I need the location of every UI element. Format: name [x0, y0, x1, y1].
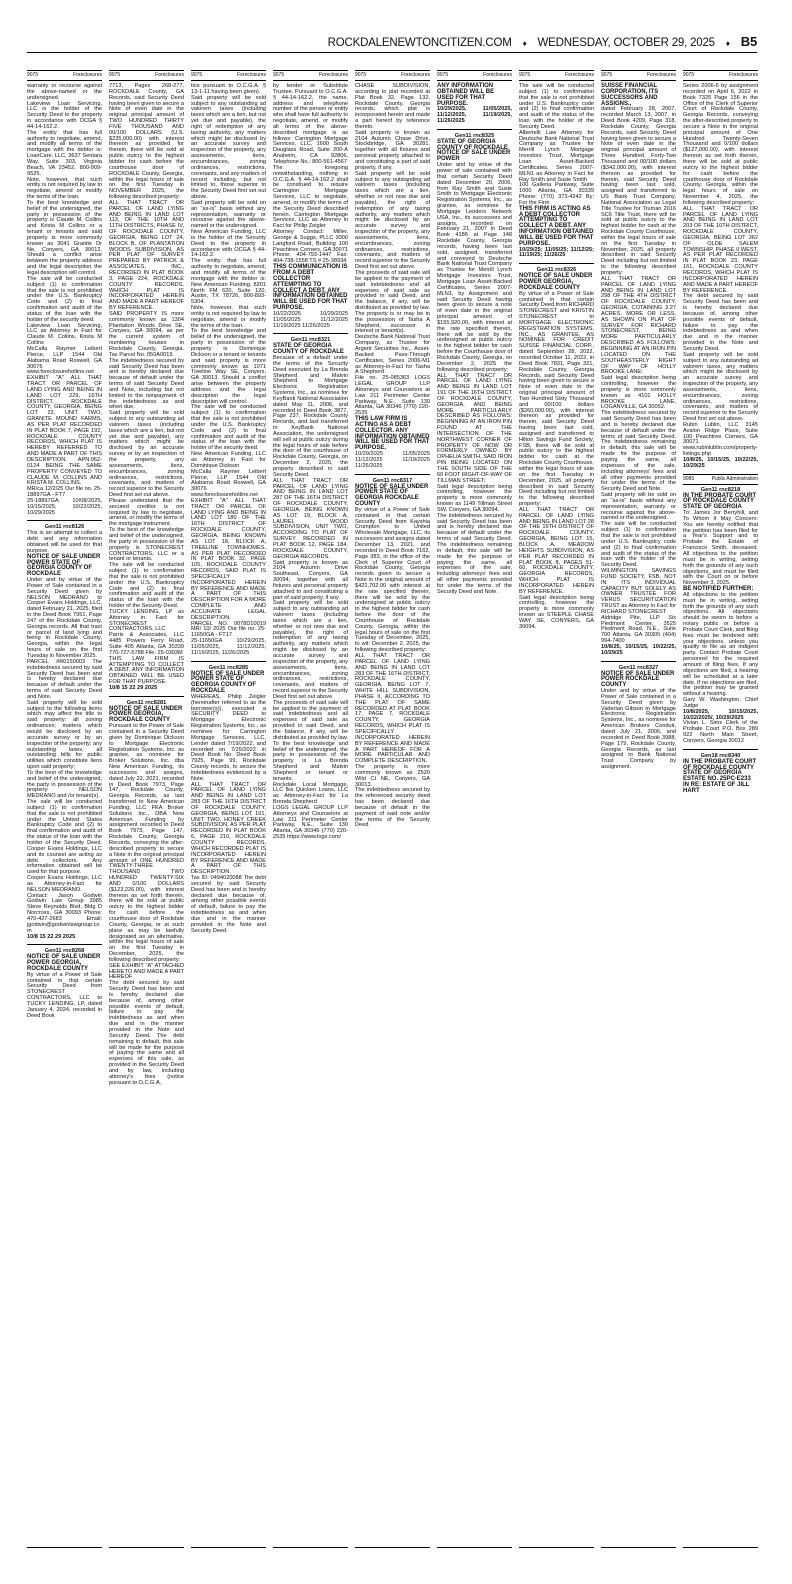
notice-column	[27, 70, 102, 1548]
notice-paragraph: Lakeview Loan Servicing, LLC as Attorney in Fact for Claude M. Collins, Krista M Collins	[27, 322, 102, 347]
notice-paragraph: 25-11650GA 10/29/2025, 11/05/2025, 11/12/2025, 11/19/2025, 11/26/2025	[191, 638, 266, 656]
notice-paragraph: Said property will be sold subject to any outstanding ad valorem taxes (including taxes which are a lien, whether or not now due and payable), the right of redemption of any taxing authority, any matters which might be disclosed by an accurate survey and inspection of the property, any assessments, liens, encumbrances, zoning ordinances, restrictions, covenants, and matters of record superior to the Security Deed first set out above.	[355, 170, 430, 271]
notice-divider	[191, 661, 266, 662]
notice-code: Gen11 rnc8218	[700, 486, 741, 493]
publication-dates: 10/8 15 22 29 2025	[109, 684, 158, 691]
notice-paragraph: Vivian L. Sims Clerk of the Probate Court P.O. Box 289 922 North Main Street, Conyers, Georgia 30012	[683, 720, 758, 744]
notice-column	[355, 70, 430, 1548]
notice-heading: NOTICE OF SALE UNDER POWER GEORGIA, ROCKDALE COUNTY	[519, 273, 593, 291]
notice-paragraph: Gary W. Washington, Chief Judge	[683, 697, 758, 709]
notice-paragraph: EXHIBIT "A" ALL THAT TRACT OR PARCEL OF LAND LYING AND BEING IN LAND LOT 180 OF THE 16TH DISTRICT OF ROCKDALE COUNTY, GEORGIA, BEING KNOWN AS LOT 18, BLOCK A, TREELINE TOWNHOMES, AS PER PLAT RECORDED IN PLAT BOOK 32, PAGE 105, ROCKDALE COUNTY RECORDS, SAID PLAT IS SPECIFICALLY INCORPORATED HEREIN BY REFERENCE AND MADE A PART OF THIS DESCRIPTION FOR A MORE COMPLETE AND ACCURATE LEGAL DESCRIPTION.	[191, 497, 266, 621]
notice-paragraph: The debt secured by said Security Deed has been and is hereby declared due because of, among other possible events of default, failure to pay the indebtedness as and when due and in the manner provided in the Note and Security Deed. The debt remaining in default, this sale will be made for the purpose of paying the same and all expenses of this sale, as provided in the Security Deed and by law, including attorney's fees (notice pursuant to O.C.G.A.	[109, 980, 184, 1086]
publication-dates: 10/8/25, 10/15/25, 10/22/25, 10/29/25	[601, 644, 676, 656]
notice-column	[519, 70, 594, 1548]
notice-paragraph: ALL THAT TRACT OR PARCEL OF LAND LYING AND BEING IN LAND LOT 203 OF THE 10TH DISTRICT, ROCKDALE COUNTY, GEORGIA, BEING LOT 362 OF OLDE SALEM TOWNSHIP, PHASE II WEST, AS PER PLAT RECORDED IN PLAT BOOK 23, PAGE 161, ROCKDALE COUNTY RECORDS, WHICH PLAT IS INCORPORATED HEREIN AND MADE A PART HEREOF BY REFERENCE.	[683, 205, 758, 294]
classified-label: Foreclosures	[155, 72, 184, 78]
notice-column	[683, 70, 758, 1548]
notice-paragraph: PARCEL #R0150003 The indebtedness secured by said Security Deed has been and is hereby declared due because of default under the terms of said Security Deed and Note.	[27, 658, 102, 700]
notice-paragraph: The sale will be conducted subject (1) to confirmation that the sale is not prohibited under the United States Bankruptcy Code and (2) to final confirmation and audit of the status of the loan with the holder of the Security Deed. Cooper Evans Holdings, LLC and its counsel are acting as debt collectors. Any information obtained will be used for that purpose.	[27, 799, 102, 876]
notice-paragraph: Rubin Lublin, LLC 3145 Avalon Ridge Place, Suite 100 Peachtree Corners, GA 30071 www.rubinlublin.com/property-listings.php	[683, 421, 758, 458]
notice-paragraph: Note, however, that such entity is not required by law to negotiate, amend or modify the terms of the loan.	[27, 176, 102, 201]
notice-paragraph: Said legal description being controlling, however the property is more commonly known as 4101 HOLLY BROOKE LANE, LOGANVILLE, GA 30052.	[601, 375, 676, 411]
page-number: B5	[740, 34, 757, 49]
notice-paragraph: The entity that has full authority to negotiate, amend, and modify all terms of the mortgage with the debtor is: LoanCare, LLC, 3637 Sentara Way, Suite 303, Virginia Beach, VA 23452, 800-909-9525.	[27, 129, 102, 177]
notice-divider	[273, 333, 348, 334]
notice-code: Gen11 rnc8325	[454, 132, 495, 139]
notice-code: Gen11 rnc8326	[536, 267, 577, 274]
publication-dates: 10/8/2025, 10/15/2025, 10/22/2025/, 10/29/2025	[683, 708, 758, 721]
notice-paragraph: File no. 25-085363 LOGS LEGAL GROUP LLP Attorneys and Counselors at Law 211 Perimeter Center Parkway, N.E., Suite 130 Atlanta, GA 30346 (770) 220-2535	[355, 375, 430, 417]
notice-paragraph: Said legal description being controlling, however the property is more commonly known as 1149 Tillman Street SW, Conyers, GA 30094.	[437, 483, 512, 513]
notice-paragraph: SEE EXHIBIT "A" ATTACHED HERETO AND MADE A PART HEREOF	[109, 962, 184, 981]
notice-paragraph: All objections to the petition must be in writing, setting forth the grounds of any such objections. All objections should be sworn to before a notary public or before a Probate Court Clerk, and filing fees must be tendered with your objections, unless you qualify to file as an indigent party. Contact Probate Court personnel for the required amount of filing fees. If any objections are filed, a hearing will be scheduled at a later date. If no objections are filed, the petition may be granted without a hearing.	[683, 591, 758, 698]
notice-heading: NOTICE OF SALE UNDER POWER ROCKDALE COUNTY	[601, 670, 675, 689]
notice-heading: STATE OF GEORGIA COUNTY OF ROCKDALE NOTICE OF SALE UNDER POWER	[437, 138, 511, 163]
classified-label: Foreclosures	[73, 72, 102, 78]
notice-paragraph: The foregoing notwithstanding, nothing in O.C.G.A. § 44-14-162.2 shall be construed to require Carrington Mortgage Services, LLC to negotiate, amend, or modify the terms of the Security Deed described herein. Carrington Mortgage Services, LLC as Attorney in Fact for Philip Zeigler	[273, 164, 348, 230]
notice-heading: IN THE PROBATE COURT OF ROCKDALE COUNTY STATE OF GEORGIA ESTATE NO. 25PC-E233 IN RE: ESTATE OF JILL HART	[683, 758, 757, 794]
notice-paragraph: The proceeds of said sale will be applied to the payment of said indebtedness and all expenses of said sale as provided in said Deed, and the balance, if any, will be distributed as provided by law.	[355, 270, 430, 312]
notice-paragraph: This is an attempt to collect a debt and any information obtained will be used for that purpose.	[27, 530, 102, 554]
notice-paragraph: Said legal description being controlling, however the property is more commonly known as STEEPLE CHASE WAY SE, CONYERS, GA 30094.	[519, 594, 594, 630]
site-name: ROCKDALENEWTONCITIZEN.COM	[327, 37, 512, 49]
notice-paragraph: Said property will be sold subject to any outstanding ad valorem taxes (including taxes which are a lien, but not yet due and payable), any matters which might be disclosed by an accurate survey or by an inspection of the property, any assessments, liens, encumbrances, zoning ordinances, restrictions, covenants, and matters of record superior to the Security Deed first set out above.	[109, 410, 184, 499]
publication-dates: 10/8/25, 10/15/25, 10/22/25, 10/29/25	[683, 457, 758, 469]
notice-code: Gen11 rnc8126	[44, 524, 85, 531]
notice-divider	[519, 263, 594, 264]
publication-dates: 10/29/25; 11/05/25; 11/12/25; 11/19/25; 11/26/25	[519, 246, 594, 259]
diamond-icon: ♦	[725, 39, 730, 48]
classified-code: 9075	[273, 72, 285, 78]
notice-heading: STATE OF GEORGIA COUNTY OF ROCKDALE	[273, 343, 344, 356]
notice-paragraph: The sale will be conducted subject (1) to confirmation that the sale is not prohibited under the U.S. Bankruptcy Code and (2) to final confirmation and audit of the status of the loan with the holder of the security deed.	[191, 404, 266, 452]
notice-paragraph: Said property will be sold subject to any outstanding ad valorem taxes (including taxes which are a lien, whether or not now due and payable), the right of redemption of any taxing authority, any matters which might be disclosed by an accurate survey and inspection of the property, any assessments, liens, encumbrances, zoning ordinances, restrictions, covenants, and matters of record superior to the Security Deed first set out above.	[273, 600, 348, 700]
notice-paragraph: 25-18897GA 10/08/2025, 10/15/2025, 10/22/2025, 10/29/2025	[27, 497, 102, 516]
notice-paragraph: The sale will be conducted subject (1) to confirmation that the sale is not prohibited under the U.S. Bankruptcy Code and (2) to final confirmation and audit of the status of the loan with the holder of the Security Deed.	[109, 562, 184, 610]
notice-paragraph: Said property will be sold subject to any outstanding ad valorem taxes (including taxes which are a lien, but not yet due and payable), the right of redemption of any taxing authority, any matters which might be disclosed by an accurate survey and inspection of the property, any assessments, liens, encumbrances, zoning ordinances, restrictions, covenants, and any matters of record including, but not limited to, those superior to the Security Deed first set out above.	[191, 94, 266, 201]
notice-paragraph: The indebtedness secured by the referenced security deed has been declared due because of default in the payment of said note and/or the terms of the Security Deed.	[355, 787, 430, 829]
classified-code: 9075	[355, 72, 367, 78]
notice-paragraph: Lakeview Loan Servicing, LLC is the holder of the Security Deed to the property in accordance with OCGA § 44-14-162.2.	[27, 100, 102, 130]
notice-code: Gen11 rnc8268	[44, 948, 85, 955]
notice-paragraph: WILMINGTON SAVINGS FUND SOCIETY, FSB, NOT IN ITS INDIVIDUAL CAPACITY BUT SOLELY AS OWNER TRUSTEE FOR VERUS SECURITIZATION TRUST as Attorney in Fact for RICHARD STONECREST	[601, 568, 676, 615]
notice-paragraph: The indebtedness secured by said Security Deed has been and is hereby declared due because of default under the terms of said Security Deed. The indebtedness remaining in default, this sale will be made for the purpose of paying the same, all expenses of the sale, including attorneys' fees and all other payments provided for under the terms of the Security Deed and Note.	[601, 410, 676, 493]
notice-code: Gen11 rnc8317	[372, 477, 413, 484]
column-header	[437, 70, 512, 81]
notice-paragraph: Pursuant to the Power of Sale contained in a Security Deed given by Dominique Dickson to Mortgage Electronic Registration Systems, Inc. as grantee, as nominee for Broker Solutions, Inc. dba New American Funding, its successors and assigns, dated July 22, 2021, recorded in Deed Book 7973, Page 147, Rockdale County, Georgia Records, as last transferred to New American Funding, LLC FKA Broker Solutions Inc., DBA New American Funding by assignment recorded in Deed Book 7973, Page 147, Rockdale County, Georgia Records, conveying the after-described property to secure a Note in the original principal amount of ONE HUNDRED TWENTY-THREE THOUSAND TWO HUNDRED TWENTY-SIX AND 0/100 DOLLARS ($123,226.00), with interest thereon as set forth therein, there will be sold at public outcry to the highest bidder for cash before the courthouse door of Rockdale County, Georgia, or at such place as may be lawfully designated as an alternative, within the legal hours of sale on the first Tuesday in December, 2025, the following described property:	[109, 723, 184, 963]
notice-heading: IN THE PROBATE COURT OF ROCKDALE COUNTY STATE OF GEORGIA	[683, 492, 757, 511]
notice-paragraph: Under and by virtue of the Power of Sale contained in a Security Deed given by NELSON MEDRANO to Cooper Evans Holdings, LLC, dated February 21, 2025, filed in the Deed Book 7951, Page 247 of the Rockdale County, Georgia records. All that tract or parcel of land lying and being in Rockdale County, Georgia, within the legal hours of sale on the first Tuesday in November 2025.	[27, 577, 102, 659]
publication-dates: 10/29/2025, 11/05/2025, 11/12/2025, 11/19/2025, 11/26/2025	[437, 106, 512, 125]
notice-column	[191, 70, 266, 1548]
notice-divider	[355, 474, 430, 475]
notice-paragraph: EXHIBIT "A" ALL THAT TRACT OR PARCEL OF LAND LYING AND BEING IN LAND LOT 229, 16TH DISTRICT, ROCKDALE COUNTY, GEORGIA, BEING LOT 22, UNIT TWO, GRANITE MOUND FARMS, AS PER PLAT RECORDED IN PLAT BOOK 7, PAGE 192, ROCKDALE COUNTY RECORDS, WHICH PLAT IS HEREBY REFERRED TO AND MADE A PART OF THIS DESCRIPTION. APN:062-0124 BEING THE SAME PROPERTY CONVEYED TO CLAUDE M. COLLINS AND KRISTA M. COLLINS.	[27, 375, 102, 487]
notice-paragraph: Under and by virtue of the power of sale contained with that certain Security Deed dated December 20, 2006, from Ray Smith and Susie Smith to Mortgage Electronic Registration Systems, Inc., as grantee, as nominee for Mortgage Lenders Network USA, Inc., its successors and assigns, recorded on February 21, 2007 in Deed Book 4186 at Page 148 Rockdale County, Georgia records, having been last sold, assigned, transferred and conveyed to Deutsche Bank National Trust Company as Trustee for Merrill Lynch Mortgage Investors Trust, Mortgage Loan Asset-Backed Certificates, Series 2007-MLN1, by Assignment and said Security Deed having been given to secure a note of even date in the original principal amount of $155,920.00, with interest at the rate specified therein, there will be sold by the undersigned at public outcry to the highest bidder for cash before the Courthouse door of Rockdale County, Georgia, on December 2, 2025 the following described property:	[437, 162, 512, 373]
notice-column	[109, 70, 184, 1548]
notice-paragraph: The indebtedness secured by said Security Deed has been and is hereby declared due because of default under the terms of said Security Deed. The indebtedness remaining in default, this sale will be made for the purpose of paying the same, all expenses of the sale, including attorneys' fees and all other payments provided for under the terms of the Security Deed and Note.	[437, 512, 512, 595]
notice-paragraph: To the best knowledge and belief of the undersigned, the party in possession of the property is Dominique Dickson or a tenant or tenants and said property is more commonly known as 1071 Treeline Way SE, Conyers, GA 30013. Should a conflict arise between the property address and the legal description the legal description will control.	[191, 328, 266, 405]
notice-paragraph: Aldridge Pite, LLP Six Piedmont Center, 3525 Piedmont Road, N.E., Suite 700 Atlanta, GA 30305 (404) 994-7400	[601, 614, 676, 645]
column-header	[601, 70, 676, 81]
notice-paragraph: Series 2006-6 by assignment recorded on April 6, 2022 in Book 7325 Page 156 in the Office of the Clerk of Superior Court of Rockdale County, Georgia Records, conveying the after-described property to secure a Note in the original principal amount of One Hundred Twenty-Seven Thousand and 0/100 dollars ($127,000.00), with interest thereon as set forth therein, there will be sold at public outcry to the highest bidder for cash before the courthouse door of Rockdale County, Georgia, within the legal hours of sale on November 4, 2025, the following described property:	[683, 83, 758, 206]
notice-paragraph: To the best knowledge and belief of the undersigned, the party in possession of the property is Claude M. Collins and Krista M Collins or a tenant or tenants and said property is more commonly known as 3041 Granite Dr Ne, Conyers, GA 30012. Should a conflict arise between the property address and the legal description the legal description will control.	[27, 199, 102, 276]
notice-divider	[109, 696, 184, 697]
notice-paragraph: Albertelli Law Attorney for Deutsche Bank National Trust Company as Trustee for Merrill Lynch Mortgage Investors Trust, Mortgage Loan Asset-Backed Certificates, Series 2007-MLN1 as Attorney in Fact for Ray Smith and Susie Smith	[519, 129, 594, 183]
classified-code: 9075	[519, 72, 531, 78]
notice-paragraph: By virtue of a Power of Sale contained in that certain Security Deed from Kayshia Crumpton to United Wholesale Mortgage, LLC, its successors and assigns dated December 13, 2021, and recorded in Deed Book 7162, Page 383, in the office of the Clerk of Superior Court of Rockdale County, Georgia records given to secure a Note in the original amount of $422,702.00 with interest at the rate specified therein, there will be sold by the undersigned at public outcry to the highest bidder for cash before the door of the Courthouse of Rockdale County, Georgia, within the legal hours of sale on the first Tuesday of December, 2025, to wit: December 2, 2025, the following described property:	[355, 506, 430, 654]
classified-code: 9075	[437, 72, 449, 78]
notice-paragraph: 10/22/2025 10/29/2025 11/05/2025 11/12/2025 11/19/2025 11/26/2025	[273, 310, 348, 329]
notice-paragraph: Attorney Contact: Miller, George & Suggs, PLLC 3000 Langford Road, Building 100 Peachtree Corners, GA 30071 Phone: 404-793-1447 Fax: 404-738-1558 TS # 25-38934	[273, 229, 348, 265]
notice-paragraph: ALL THAT TRACT OR PARCEL OF LAND LYING AND BEING IN LAND LOT 283 OF THE 16TH DISTRICT, ROCKDALE COUNTY, GEORGIA, BEING LOT 7, WHITE HILL SUBDIVISION, PHASE II, ACCORDING TO THE PLAT OF SAME RECORDED AT PLAT BOOK 17, PAGE 7, ROCKDALE COUNTY, GEORGIA RECORDS, WHICH PLAT IS SPECIFICALLY INCORPORATED HEREIN BY REFERENCE AND MADE A PART HEREOF FOR A MORE PARTICULAR AND COMPLETE DESCRIPTION.	[355, 653, 430, 765]
notice-paragraph: By virtue of a Power of Sale contained in that certain Security Deed from STONECREST CONTRACTORS, LLC to TUCKY LENDING, LP, dated January 4, 2024, recorded in Deed Book	[27, 971, 102, 1019]
notice-divider	[601, 661, 676, 662]
column-header	[273, 70, 348, 81]
notice-paragraph: The sale will be conducted subject (1) to confirmation that the sale is not prohibited under the U.S. Bankruptcy Code and (2) to final confirmation and audit of the status of the loan with the holder of the security deed.	[27, 275, 102, 323]
column-header	[109, 70, 184, 81]
classified-code: 9075	[27, 72, 39, 78]
notice-paragraph: tice pursuant to O.C.G.A. § 13-1-11 having been given).	[191, 83, 266, 95]
legal-notices-columns	[27, 70, 758, 1548]
notice-paragraph: Note, however, that such entity is not required by law to negotiate, amend or modify the terms of the loan.	[191, 305, 266, 329]
classified-label: Foreclosures	[729, 72, 758, 78]
notice-code: Gen11 rnc8281	[126, 699, 167, 706]
notice-paragraph: Said property will be sold subject to any outstanding ad valorem taxes, any matters which might be disclosed by an accurate survey and inspection of the property, any assessments, liens, encumbrances, zoning ordinances, restrictions, covenants, and matters of record superior to the Security Deed first set out above.	[683, 351, 758, 423]
notice-paragraph: McCalla Raymer Leibert Pierce, LLP 1544 Old Alabama Road Roswell, GA 30076 www.foreclosurehotline.net	[27, 345, 102, 376]
notice-paragraph: To the best knowledge and belief of the undersigned, the party in possession of the property is La Brenda Shepherd and Malvin Shepherd or tenant or tenants.	[273, 740, 348, 782]
notice-paragraph: PARCEL NO. 0078D10019 MR/ 10/ 2025 Our file no. 25-11650GA - FT17	[191, 620, 266, 639]
notice-paragraph: by lender or Substitute Trustee. Pursuant to O.C.G.A. § 44-14-162.2, the name, address and telephone number of the person or entity who shall have full authority to negotiate, amend, or modify all terms of the above-described mortgage is as follows: Carrington Mortgage Services, LLC, 1600 South Douglass Road, Suite 200-A Anaheim, CA 92806, Telephone No.: 800-561-4567	[273, 83, 348, 165]
notice-paragraph: To: James Jor Berryhill, and To Whom It May Concern: You are hereby notified that the petition has been filed for a Year's Support and to Probate the Estate of Francisco Smith, deceased. All objections to the petition must be in writing, setting forth the grounds of any such objections, and must be filed with the Court on or before November 3, 2025.	[683, 510, 758, 587]
notice-heading: SUISSE FINANCIAL CORPORATION, ITS SUCCESSORS AND ASSIGNS.,	[601, 83, 659, 107]
classified-label: Foreclosures	[319, 72, 348, 78]
notice-paragraph: Deutsche Bank National Trust Company, as Trustee for Argent Securities Inc., Asset-Backed Pass-Through Certificates, Series 2006-M1 as Attorney-in-Fact for Tasha A Shepherd	[355, 334, 430, 376]
notice-heading: THIS COMMUNICATION IS FROM A DEBT COLLECTOR ATTEMPTING TO COLLECT A DEBT. ANY INFORMATION OBTAINED WILL BE USED FOR THAT PURPOSE.	[273, 264, 348, 312]
notice-heading: THIS FIRM IS ACTING AS A DEBT COLLECTOR ATTEMPTING TO COLLECT A DEBT. ANY INFORMATION OBTAINED WILL BE USED FOR THAT PURPOSE.	[519, 205, 594, 247]
notice-code: Gen11 rnc8327	[618, 664, 659, 671]
notice-paragraph: Cooper Evans Holdings, LLC as Attorney-in-Fact for NELSON MEDRANO.	[27, 875, 102, 893]
notice-paragraph: The property is more commonly known as 2520 Wild Ct NE, Conyers, GA 30013.	[355, 764, 430, 788]
notice-heading: NOTICE OF SALE UNDER POWER GEORGIA, ROCKDALE COUNTY	[109, 705, 183, 724]
issue-date: WEDNESDAY, OCTOBER 29, 2025	[537, 37, 715, 49]
notice-paragraph: Because of a default under the terms of the Security Deed executed by La Brenda Shepherd and Malvin Shepherd to Mortgage Electronic Registration Systems, Inc., as nominee for KeyBank National Association dated May 11, 2006, and recorded in Deed Book 3877, Page 237, Rockdale County Records, and last transferred to KeyBank National Association, the undersigned will sell at public outcry during the legal hours of sale before the door of the courthouse of Rockdale County, Georgia, on December 2, 2025, the property described in said Security Deed.	[273, 354, 348, 478]
notice-paragraph: Tax ID: 0494020088 The debt secured by said Security Deed has been and is hereby declared due because of, among other possible events of default, failure to pay the indebtedness as and when due and in the manner provided in the Note and Security Deed.	[191, 875, 266, 934]
notice-paragraph: MR/ca 12/2/25 Our file no. 25-18897GA - FT7	[27, 486, 102, 499]
classified-code: 9075	[109, 72, 121, 78]
notice-code: Gen11 rnc8321	[290, 337, 331, 344]
notice-heading: THIS LAW FIRM IS ACTING AS A DEBT COLLECTOR. ANY INFORMATION OBTAINED WILL BE USED FOR THAT PURPOSE.	[355, 416, 430, 452]
notice-paragraph: To the best of the knowledge and belief of the undersigned, the party in possession of the property is STONECREST CONTRACTORS, LLC or a tenant or tenants.	[109, 527, 184, 563]
classified-code: 9075	[191, 72, 203, 78]
notice-paragraph: The property is or may be in the possession of Tasha A Shepherd, successor in interest or tenant(s).	[355, 310, 430, 335]
notice-heading: BE NOTIFIED FURTHER:	[683, 586, 754, 593]
classified-label: Foreclosures	[401, 72, 430, 78]
notice-paragraph: Said property is known as 2104 Autumn Chase Drive, Stockbridge, GA 30281, together with all fixtures and personal property attached to and constituting a part of said property, if any.	[355, 129, 430, 171]
notice-paragraph: Parris & Associates, LLC 4485 Powers Ferry Road, Suite 405 Atlanta, GA 30339 770-727-5788 File: 25-0303M	[109, 632, 184, 656]
notice-paragraph: The indebtedness secured by said Security Deed has been and is hereby declared due because of default under the terms of said Security Deed and Note, including but not limited to the nonpayment of the indebtedness as and when due.	[109, 357, 184, 411]
notice-paragraph: The debt secured by said Security Deed has been and is hereby declared due because of, among other possible events of default, failure to pay the indebtedness as and when due and in the manner provided in the Note and Security Deed.	[683, 293, 758, 352]
notice-paragraph: To the best of the knowledge and belief of the undersigned, the party in possession of the property NELSON MEDRANO and /or tenant(s).	[27, 769, 102, 800]
notice-column	[601, 70, 676, 1548]
notice-paragraph: THIS LAW FIRM IS ATTEMPTING TO COLLECT A DEBT. ANY INFORMATION OBTAINED WILL BE USED FOR THAT PURPOSE.	[109, 655, 184, 686]
notice-column	[273, 70, 348, 1548]
column-header	[519, 70, 594, 81]
publication-dates: 10/8 15 22 29 2025	[27, 933, 76, 940]
notice-divider	[437, 129, 512, 130]
notice-code: Gen11 rnc8285	[208, 664, 249, 671]
notice-paragraph: TUCKY LENDING, LP as Attorney in Fact for STONECREST CONTRACTORS, LLC	[109, 608, 184, 633]
notice-paragraph: ALL THAT TRACT OR PARCEL OF LAND LYING AND BEING IN LAND LOT 287 OF THE 16TH DISTRICT OF ROCKDALE COUNTY, GEORGIA, BEING KNOWN AS LOT 19, BLOCK A, LAUREL WOOD SUBDIVISION, UNIT TWO, ACCORDING TO PLAT OF SURVEY RECORDED IN PLAT BOOK 12, PAGE 184, ROCKDALE COUNTY, GEORGIA RECORDS.	[273, 477, 348, 560]
notice-paragraph: ALL THAT TRACT OR PARCEL OF LAND LYING AND BEING IN LAND LOT 113, OF THE 10TH AND 11TH DISTRICTS, PHASE IV, OF ROCKDALE COUNTY, GEORGIA, BEING LOT 24, BLOCK B, OF PLANTATION WOODS SUBDIVISION, AS PER PLAT OF SURVEY PREPARED BY PATRICK & ASSOCIATES, INC., RECORDED IN PLAT BOOK 3, PAGE 224, ROCKDALE COUNTY RECORDS, WHICH PLAT IS INCORPORATED HEREIN AND MADE A PART HEREOF BY REFERENCE.	[109, 199, 184, 312]
notice-paragraph: LOGS LEGAL GROUP LLP Attorneys and Counselors at Law 211 Perimeter Center Parkway, N.E., Suite 130 Atlanta, GA 30346 (770) 220-2535 https://www.logs.com/	[273, 804, 348, 841]
classified-label: Foreclosures	[483, 72, 512, 78]
diamond-icon: ♦	[522, 39, 527, 48]
column-header	[355, 70, 430, 81]
notice-paragraph: dated February 28, 2007, recorded March 13, 2007, in Deed Book 4209, Page 318, Rockdale County, Georgia Records, said Security Deed having been given to secure a Note of even date in the original principal amount of Three Hundred Forty-Two Thousand and 00/100 dollars ($342,000.00), with interest thereon as provided for therein, said Security Deed having been last sold, assigned and transferred to US Bank Trust Company, National Association as Legal Title Trustee for Truman 2016 SC6 Title Trust, there will be sold at public outcry to the highest bidder for cash at the Rockdale County Courthouse, within the legal hours of sale on the first Tuesday in November, 2025, all property described in said Security Deed including but not limited to the following described property:	[601, 106, 676, 276]
notice-paragraph: The sale will be conducted subject (1) to confirmation that the sale is not prohibited under U.S. Bankruptcy code and (2) to final confirmation and audit of the status of the loan with the holder of the Security Deed.	[519, 83, 594, 130]
column-header	[27, 70, 102, 81]
notice-paragraph: ALL THAT TRACT OR PARCEL OF LAND LYING AND BEING IN LAND LOT 298 OF THE 4TH DISTRICT OF ROCKDALE COUNTY, GEORGIA, COTAINING 3.27 ACRES, MORE OR LESS, AS SHOWN ON PLAT OF SURVEY FOR RICHARD STONECREST, BEING MORE PARTICULARLY DESCRIBED AS FOLLOWS: BEGINNING AT AN IRON PIN LOCATED ON THE SOUTHEASTERLY RIGHT OF WAY OF HOLLY BROOKE LANE;	[601, 275, 676, 376]
notice-heading: NOTICE OF SALE UNDER POWER STATE OF GEORGIA COUNTY OF ROCKDALE	[191, 670, 265, 695]
notice-paragraph: The proceeds of said sale will be applied to the payment of said indebtedness and all expenses of said sale as provided in said Deed, and the balance, if any, will be distributed as provided by law.	[273, 699, 348, 741]
classified-label: Public Administration	[711, 475, 758, 482]
notice-paragraph: ALL THAT TRACT OR PARCEL OF LAND LYING AND BEING IN LAND LOT 191 OF THE 16TH DISTRICT OF ROCKDALE COUNTY, GEORGIA, AND BEING MORE PARTICULARLY DESCRIBED AS FOLLOWS: BEGINNING AT AN IRON PIN FOUND AT THE INTERSECTION OF THE NORTHWEST CORNER OF PROPERTY OF NOW OR FORMERLY OWNED BY OPHELIA SMITH, SAID IRON PIN BEING LOCATED ON THE SOUTH SIDE OF THE 60 FOOT RIGHT-OF-WAY OF TILLMAN STREET;	[437, 372, 512, 484]
notice-paragraph: ALL THAT TRACT OR PARCEL OF LAND LYING AND BEING IN LAND LOT 28 OF THE 16TH DISTRICT OF ROCKDALE COUNTY, GEORGIA, BEING LOT 15, BLOCK A, MEADOW HEIGHTS SUBDIVISION, AS PER PLAT RECORDED IN PLAT BOOK 8, PAGES 51-60, ROCKDALE COUNTY, GEORGIA RECORDS, WHICH PLAT IS INCORPORATED HEREIN BY REFERENCE.	[519, 506, 594, 595]
notice-paragraph: Contact: Jason Godwin Godwin Law Group 3985 Steve Reynolds Blvd, Bldg D Norcross, GA 30093 Phone: 470-427-2683 Email: jgodwin@godwinlawgroup.com	[27, 892, 102, 934]
notice-paragraph: CHASE SUBDIVISION, according to plat recorded at Plat Book 32, Page 132, Rockdale County, Georgia records, which plat is incorporated herein and made a part hereof by reference thereto.	[355, 83, 430, 130]
classified-code: 9085	[683, 475, 695, 482]
notice-paragraph: Said property will be sold subject to the following items which may affect the title to said property: all zoning ordinances; matters which would be disclosed by an accurate survey or by an inspection of the property; any outstanding taxes; all outstanding bills for public utilities which constitute liens upon said property;	[27, 699, 102, 771]
notice-column	[437, 70, 512, 1548]
notice-paragraph: Please understand that the secured creditor is not required by law to negotiate, amend, or modify the terms of the mortgage instrument.	[109, 497, 184, 528]
notice-paragraph: Said property is known as 2104 Autumn Drive Southeast, Conyers, GA 30094, together with all fixtures and personal property attached to and constituting a part of said property, if any.	[273, 559, 348, 601]
notice-paragraph: warranty or recourse against the above-named or the undersigned.	[27, 83, 102, 101]
notice-paragraph: The sale will be conducted subject (1) to confirmation that the sale is not prohibited under U.S. Bankruptcy code and (2) to final confirmation and audit of the status of the loan with the holder of the Security Deed.	[601, 521, 676, 569]
notice-paragraph: New American Funding, LLC is the holder of the Security Deed to the property in accordance with OCGA § 44-14-162.2.	[191, 229, 266, 259]
notice-paragraph: Rockdale Local Mortgage, LLC fka Quicken Loans, LLC as Attorney-in-Fact for La Brenda Shepherd	[273, 781, 348, 806]
notice-paragraph: 10/29/2025 11/05/2025 11/12/2025 11/19/2025 11/26/2025	[355, 451, 430, 469]
column-header	[191, 70, 266, 81]
section-header	[683, 474, 758, 485]
notice-paragraph: Said property will be sold on an "as-is" basis without any representation, warranty or recourse against the above-named or the undersigned.	[601, 492, 676, 522]
notice-paragraph: SAID PROPERTY IS more commonly known as 1304 Plantation Woods Drive SE, Conyers, GA 30094, as per the current system of numbering houses in Rockdale County, Georgia. Tax Parcel No. 050A0019.	[109, 310, 184, 358]
notice-paragraph: 7713, Pages 268-277, ROCKDALE County, GA Records, said Security Deed having been given to secure a Note of even date in the original principal amount of TWO HUNDRED THIRTY FIVE THOUSAND AND 00/100 DOLLARS (U.S. $235,000.00) with interest thereon as provided for therein, there will be sold at public outcry to the highest bidder for cash before the courthouse door of ROCKDALE County, Georgia, within the legal hours of sale on the first Tuesday in NOVEMBER 2025, the following described property:	[109, 83, 184, 201]
notice-heading: NOTICE OF SALE UNDER POWER GEORGIA, ROCKDALE COUNTY	[27, 954, 101, 972]
notice-divider	[683, 749, 758, 750]
notice-heading: NOTICE OF SALE UNDER POWER STATE OF GEORGIA ROCKDALE COUNTY	[355, 483, 429, 508]
notice-code: Gen18 rnc8340	[700, 752, 741, 759]
classified-label: Foreclosures	[237, 72, 266, 78]
classified-label: Foreclosures	[647, 72, 676, 78]
notice-paragraph: McCalla Raymer Leibert Pierce, LLP 1544 Old Alabama Road Roswell, GA 30076 www.foreclosurehotline.net	[191, 468, 266, 499]
notice-paragraph: Said property will be sold on an "as-is" basis without any representation, warranty or recourse against the above-named or the undersigned.	[191, 199, 266, 230]
column-header	[683, 70, 758, 81]
notice-heading: ANY INFORMATION OBTAINED WILL BE USED FOR THAT PURPOSE.	[437, 83, 495, 107]
notice-divider	[27, 944, 102, 945]
notice-paragraph: Under and by virtue of the Power of Sale contained in a Security Deed given by Vaderian Gibson to Mortgage Electronic Registration Systems, Inc., as nominee for American Brokers Conduit, dated July 21, 2006, and recorded in Deed Book 3988, Page 179, Rockdale County, Georgia Records, as last assigned to Bank National Trust Company by assignment.	[601, 688, 676, 771]
notice-paragraph: The entity that has full authority to negotiate, amend, and modify all terms of the mortgage with the debtor is: New American Funding, 8201 North FM 620, Suite 120, Austin, TX 78726, 800-893-5304.	[191, 258, 266, 306]
classified-code: 9075	[601, 72, 613, 78]
notice-paragraph: 100 Galleria Parkway, Suite 1000 Atlanta, GA 30339 Phone: (770) 373-4242 By: For the Firm	[519, 182, 594, 206]
notice-heading: NOTICE OF SALE UNDER POWER STATE OF GEORGIA COUNTY OF ROCKDALE	[27, 553, 101, 578]
notice-paragraph: ALL THAT TRACT OR PARCEL OF LAND LYING AND BEING IN LAND LOT 283 OF THE 16TH DISTRICT OF ROCKDALE COUNTY, GEORGIA, BEING LOT 101, UNIT TWO, HONEY CREEK SUBDIVISION, AS PER PLAT RECORDED IN PLAT BOOK 6, PAGE 210, ROCKDALE COUNTY RECORDS, WHICH RECORDED PLAT IS INCORPORATED HEREIN BY REFERENCE AND MADE A PART OF THIS DESCRIPTION.	[191, 781, 266, 876]
notice-paragraph: WHEREAS, Philip Zeigler (hereinafter referred to as the borrower(s)), executed a SECURITY DEED to Mortgage Electronic Registration Systems, Inc., as nominee for Carrington Mortgage Services, LLC. Lender dated 7/19/2022, and recorded on 7/25/2022 in Deed Book No. Deed Book 7925, Page 99, Rockdale County records, to secure the indebtedness evidenced by a Note.	[191, 693, 266, 782]
notice-paragraph: By virtue of a Power of Sale contained in that certain Security Deed from RICHARD STONECREST and KRISTIN STONECREST to MORTGAGE ELECTRONIC REGISTRATION SYSTEMS, INC., AS GRANTEE, AS NOMINEE FOR CREDIT SUISSE FINANCIAL CORP., dated September 28, 2022, recorded October 11, 2022, in Deed Book 7831, Page 321, Rockdale County, Georgia Records, said Security Deed having been given to secure a Note of even date in the original principal amount of Two Hundred Sixty Thousand and 00/100 dollars ($260,000.00), with interest thereon as provided for therein, said Security Deed having been last sold, assigned and transferred to Hilton Savings Fund Society, FSB, there will be sold at public outcry to the highest bidder for cash at the Rockdale County Courthouse, within the legal hours of sale on the first Tuesday in December, 2025, all property described in said Security Deed including but not limited to the following described property:	[519, 290, 594, 508]
classified-label: Foreclosures	[565, 72, 594, 78]
notice-divider	[27, 520, 102, 521]
notice-paragraph: New American Funding, LLC as Attorney in Fact for Dominique Dickson	[191, 451, 266, 469]
classified-code: 9075	[683, 72, 695, 78]
masthead	[27, 34, 757, 53]
